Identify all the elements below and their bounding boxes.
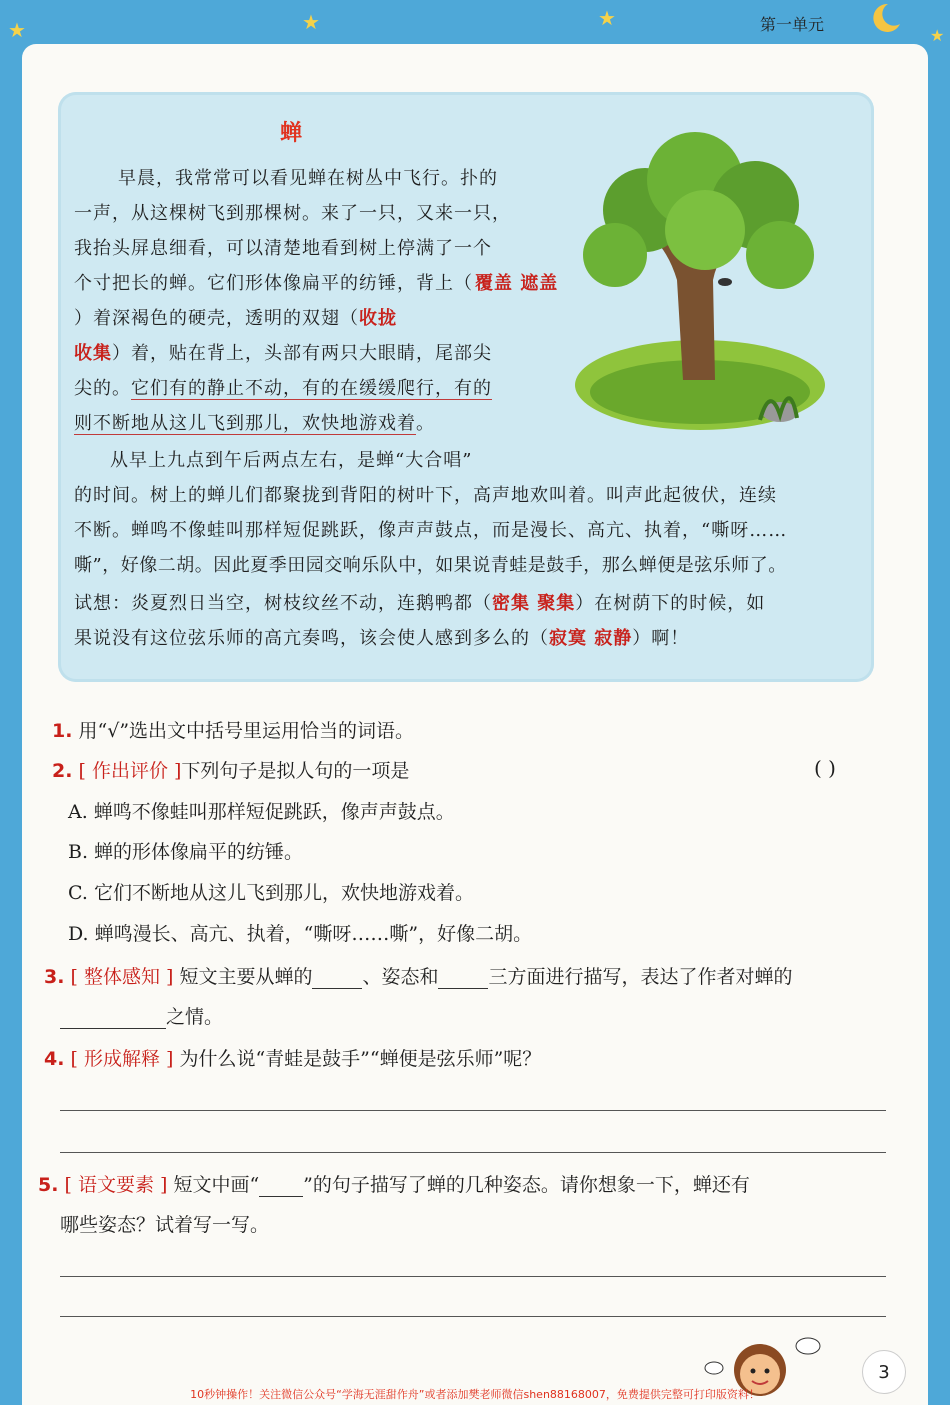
passage-line xyxy=(74,374,492,400)
passage-text: ）在树荫下的时候，如 xyxy=(575,593,766,614)
star-icon: ★ xyxy=(930,26,945,45)
unit-title: 第一单元 xyxy=(760,15,825,34)
question-4 xyxy=(44,1044,541,1071)
underlined-sentence: 它们有的静止不动，有的在缓缓爬行，有的 xyxy=(131,378,492,399)
passage-line xyxy=(74,624,689,650)
question-5-cont: 哪些姿态？试着写一写。 xyxy=(60,1214,270,1236)
passage-line: 我抬头屏息细看，可以清楚地看到树上停满了一个 xyxy=(74,238,492,259)
passage-line: 的时间。树上的蝉儿们都聚拢到背阳的树叶下，高声地欢叫着。叫声此起彼伏，连续 xyxy=(74,485,777,506)
question-3-cont xyxy=(60,1002,223,1029)
option-a[interactable]: A. 蝉鸣不像蛙叫那样短促跳跃，像声声鼓点。 xyxy=(68,801,455,823)
question-text: 短文主要从蝉的 xyxy=(179,966,313,988)
question-text: 、姿态和 xyxy=(362,966,439,988)
passage-text: ）着深褐色的硬壳，透明的双翅（ xyxy=(74,308,359,329)
question-number: 3. xyxy=(44,966,65,988)
answer-line[interactable] xyxy=(60,1276,886,1277)
passage-line: 嘶”，好像二胡。因此夏季田园交响乐队中，如果说青蛙是鼓手，那么蝉便是弦乐师了。 xyxy=(74,555,787,576)
question-number: 5. xyxy=(38,1174,59,1196)
passage-text: 试想：炎夏烈日当空，树枝纹丝不动，连鹅鸭都（ xyxy=(74,593,492,614)
option-b[interactable]: B. 蝉的形体像扁平的纺锤。 xyxy=(68,841,304,863)
moon-icon xyxy=(866,2,902,32)
question-text: 短文中画“ xyxy=(173,1174,260,1196)
word-choice[interactable]: 覆盖 遮盖 xyxy=(475,273,559,294)
question-number: 1. xyxy=(52,720,73,742)
footer-notice: 10秒钟操作！关注微信公众号“学海无涯甜作舟”或者添加樊老师微信shen88168007，免费提供完整可打印版资料！ xyxy=(190,1388,760,1401)
passage-line xyxy=(74,409,435,435)
passage-line: 一声，从这棵树飞到那棵树。来了一只，又来一只， xyxy=(74,203,511,224)
passage-line xyxy=(74,589,765,615)
tree-illustration xyxy=(565,130,835,440)
question-text: 用“√”选出文中括号里运用恰当的词语。 xyxy=(78,720,415,742)
question-3 xyxy=(44,962,793,989)
passage-text: ）着，贴在背上，头部有两只大眼睛，尾部尖 xyxy=(112,343,492,364)
fill-blank[interactable] xyxy=(60,1008,166,1029)
passage-text: ）啊！ xyxy=(632,628,690,649)
answer-line[interactable] xyxy=(60,1316,886,1317)
answer-bracket[interactable]: ( ) xyxy=(814,756,836,780)
question-text: 下列句子是拟人句的一项是 xyxy=(181,760,410,782)
word-choice[interactable]: 收集 xyxy=(74,343,112,364)
underline-sample xyxy=(259,1176,303,1197)
passage-line xyxy=(74,269,558,295)
word-choice[interactable]: 寂寞 寂静 xyxy=(549,628,633,649)
fill-blank[interactable] xyxy=(438,968,488,989)
question-number: 4. xyxy=(44,1048,65,1070)
passage-line: 从早上九点到午后两点左右，是蝉“大合唱” xyxy=(110,450,473,471)
question-2 xyxy=(52,756,409,783)
question-tag: [ 整体感知 ] xyxy=(70,966,174,988)
passage-title: 蝉 xyxy=(280,121,303,146)
passage-text: 个寸把长的蝉。它们形体像扁平的纺锤，背上（ xyxy=(74,273,473,294)
answer-line[interactable] xyxy=(60,1152,886,1153)
question-tag: [ 形成解释 ] xyxy=(70,1048,174,1070)
star-icon: ★ xyxy=(598,6,616,30)
page-number: 3 xyxy=(862,1350,906,1394)
star-icon: ★ xyxy=(8,18,26,42)
question-5 xyxy=(38,1170,750,1197)
question-text: 之情。 xyxy=(166,1006,224,1028)
underlined-sentence: 则不断地从这儿飞到那儿，欢快地游戏着 xyxy=(74,413,416,434)
option-c[interactable]: C. 它们不断地从这儿飞到那儿，欢快地游戏着。 xyxy=(68,882,474,904)
passage-text: 尖的。 xyxy=(74,378,131,399)
word-choice[interactable]: 收拢 xyxy=(359,308,397,329)
question-tag: [ 语文要素 ] xyxy=(64,1174,168,1196)
star-icon: ★ xyxy=(302,10,320,34)
question-number: 2. xyxy=(52,760,73,782)
passage-text: 果说没有这位弦乐师的高亢奏鸣，该会使人感到多么的（ xyxy=(74,628,549,649)
question-text: 三方面进行描写，表达了作者对蝉的 xyxy=(488,966,793,988)
word-choice[interactable]: 密集 聚集 xyxy=(492,593,576,614)
passage-line: 不断。蝉鸣不像蛙叫那样短促跳跃，像声声鼓点，而是漫长、高亢、执着，“嘶呀…… xyxy=(74,520,788,541)
fill-blank[interactable] xyxy=(312,968,362,989)
question-text: ”的句子描写了蝉的几种姿态。请你想象一下，蝉还有 xyxy=(303,1174,750,1196)
option-d[interactable]: D. 蝉鸣漫长、高亢、执着，“嘶呀……嘶”，好像二胡。 xyxy=(68,923,533,945)
passage-text: 。 xyxy=(416,413,435,434)
question-1 xyxy=(52,716,414,743)
passage-line xyxy=(74,339,492,365)
question-text: 为什么说“青蛙是鼓手”“蝉便是弦乐师”呢？ xyxy=(179,1048,542,1070)
answer-line[interactable] xyxy=(60,1110,886,1111)
question-tag: [ 作出评价 ] xyxy=(78,760,182,782)
passage-line xyxy=(74,304,397,330)
passage-line: 早晨，我常常可以看见蝉在树丛中飞行。扑的 xyxy=(118,168,498,189)
